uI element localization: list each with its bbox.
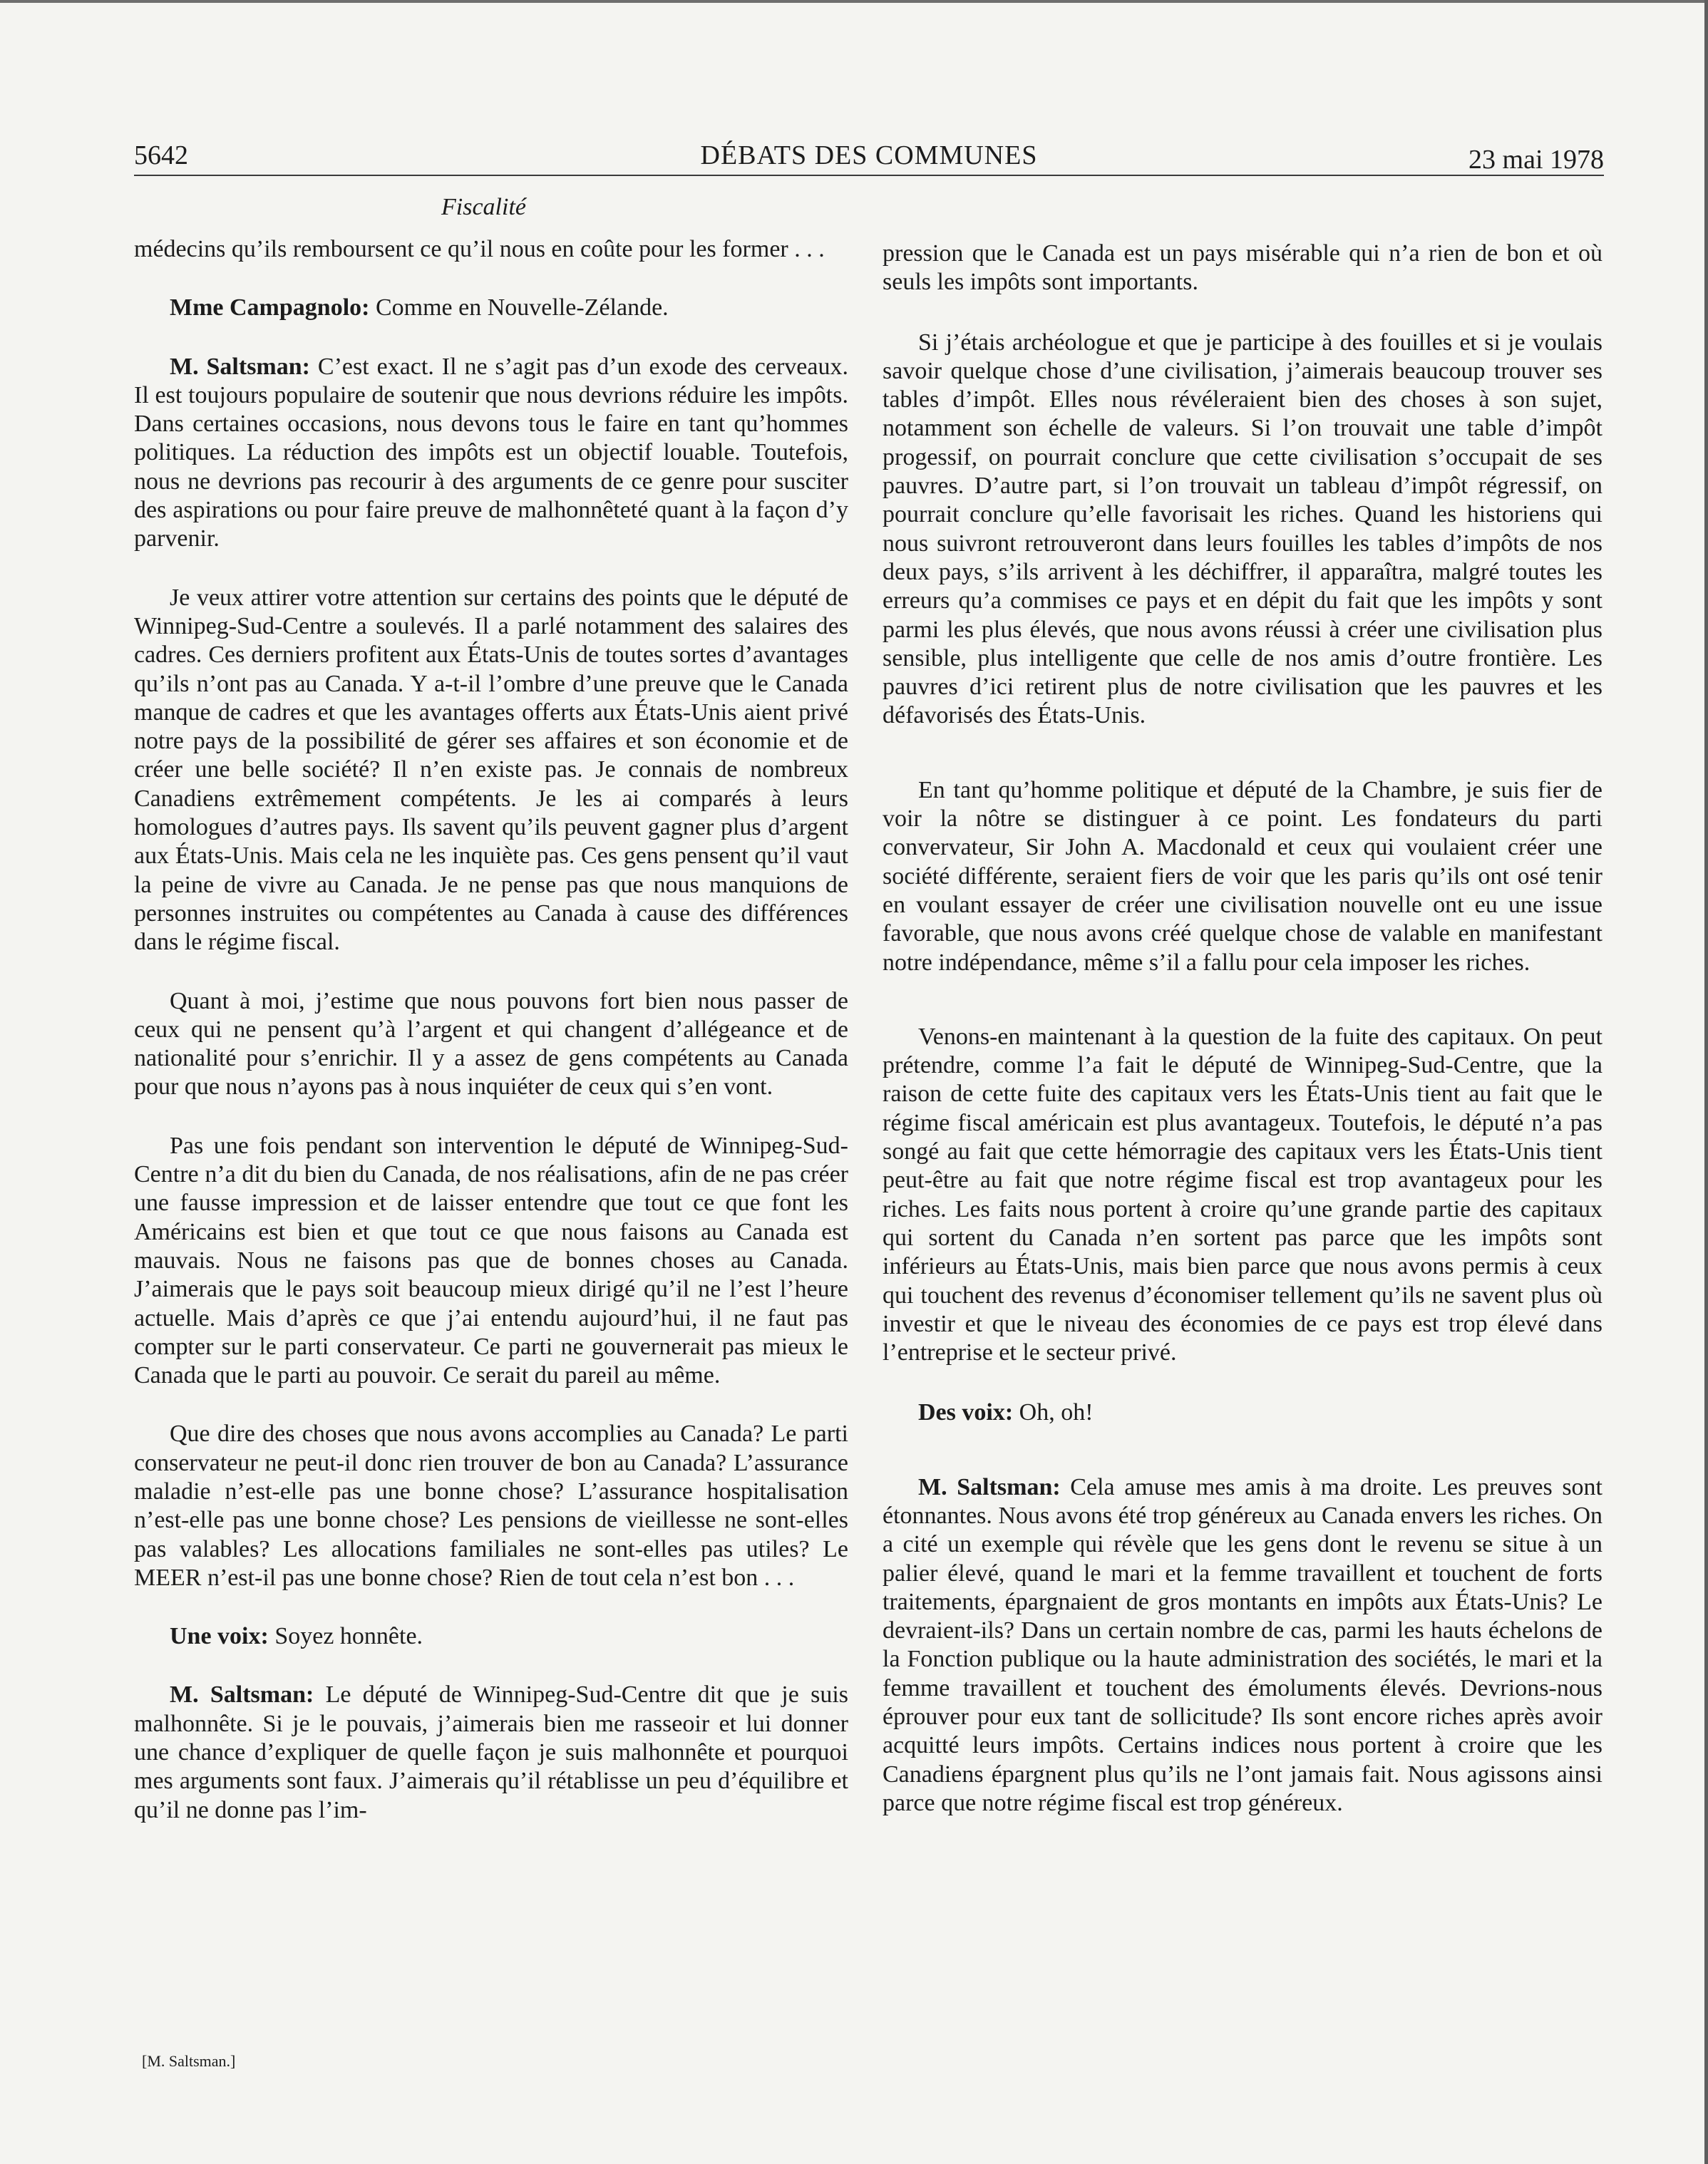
- paragraph: Que dire des choses que nous avons accomplies au Canada? Le parti conservateur ne peut-il donc rien trouver de bon au Canada? L’assurance maladie n’est-elle pas une bonne chose? L’assurance hospitalisation n’est-elle pas une bonne chose? Les pensions de vieillesse ne sont-elles pas valables? Les allocations familiales ne sont-elles pas utiles? Le MEER n’est-il pas une bonne chose? Rien de tout cela n’est bon . . .: [134, 1421, 848, 1591]
- speaker-name: Des voix:: [918, 1399, 1014, 1426]
- speaker-name: M. Saltsman:: [170, 1681, 314, 1709]
- paragraph: Je veux attirer votre attention sur certains des points que le député de Winnipeg-Sud-Centre a soulevés. Il a parlé notamment des salaires des cadres. Ces derniers profitent aux États-Unis de toutes sortes d’avantages qu’ils n’ont pas au Canada. Y a-t-il l’ombre d’une preuve que le Canada manque de cadres et que les avantages offerts aux États-Unis aient privé notre pays de la possibilité de gérer ses affaires et son économie et de créer une belle société? Il n’en existe pas. Je connais de nombreux Canadiens extrêmement compétents. Je les ai comparés à leurs homologues d’autres pays. Ils savent qu’ils peuvent gagner plus d’argent aux États-Unis. Mais cela ne les inquiète pas. Ces gens pensent qu’il vaut la peine de vivre au Canada. Je ne pense pas que nous manquions de personnes instruites ou compétentes au Canada à cause des différences dans le régime fiscal.: [134, 584, 848, 956]
- speaker-name: M. Saltsman:: [918, 1473, 1061, 1500]
- speech-text: Le député de Winnipeg-Sud-Centre dit que je suis malhonnête. Si je le pouvais, j’aimerais bien me rasseoir et lui donner une chance d’expliquer de quelle façon je suis malhonnête et pourquoi mes arguments sont faux. J’aimerais qu’il rétablisse un peu d’équilibre et qu’il ne donne pas l’im-: [134, 1681, 848, 1823]
- page-header: [134, 140, 1604, 177]
- paragraph: [134, 1681, 848, 1824]
- paragraph: Si j’étais archéologue et que je participe à des fouilles et si je voulais savoir quelque chose d’une civilisation, j’aimerais beaucoup trouver ses tables d’impôt. Elles nous révéleraient bien des choses à son sujet, notamment son échelle de valeurs. Si l’on trouvait une table d’impôt progessif, on pourrait conclure que cette civilisation s’occupait de ses pauvres. D’autre part, si l’on trouvait un tableau d’impôt régressif, on pourrait conclure qu’elle favorisait les riches. Quand les historiens qui nous suivront retrouveront dans leurs fouilles les tables d’impôts de nos deux pays, s’ils arrivent à les déchiffrer, il apparaîtra, malgré toutes les erreurs qu’a commises ce pays et en dépit du fait que les impôts y sont parmi les plus élevés, que nous avons réussi à créer une civilisation plus sensible, plus intelligente que celle de nos amis d’outre frontière. Les pauvres d’ici retirent plus de notre civilisation que les pauvres et les défavorisés des États-Unis.: [883, 329, 1602, 729]
- paragraph: [883, 1473, 1602, 1818]
- scan-border-top: [0, 0, 1708, 3]
- paragraph: Quant à moi, j’estime que nous pouvons fort bien nous passer de ceux qui ne pensent qu’à l’argent et qui changent d’allégeance et de nationalité pour s’enrichir. Il y a assez de gens compétents au Canada pour que nous n’ayons pas à nous inquiéter de ceux qui s’en vont.: [134, 987, 848, 1101]
- scan-border-right: [1704, 0, 1708, 2164]
- speech-text: Soyez honnête.: [268, 1623, 423, 1650]
- paragraph: [883, 1398, 1602, 1427]
- paragraph: [134, 1622, 848, 1651]
- paragraph: Pas une fois pendant son intervention le député de Winnipeg-Sud-Centre n’a dit du bien du Canada, de nos réalisations, afin de ne pas créer une fausse impression et de laisser entendre que tout ce que font les Américains est bien et que tout ce que nous faisons au Canada est mauvais. Nous ne faisons pas que de bonnes choses au Canada. J’aimerais que le pays soit beaucoup mieux dirigé qu’il ne l’est l’heure actuelle. Mais d’après ce que j’ai entendu aujourd’hui, il ne faut pas compter sur le parti conservateur. Ce parti ne gouvernerait pas mieux le Canada que le parti au pouvoir. Ce serait du pareil au même.: [134, 1132, 848, 1389]
- page-number: 5642: [134, 140, 188, 170]
- speech-text: Comme en Nouvelle-Zélande.: [369, 294, 669, 321]
- speaker-name: Une voix:: [170, 1623, 269, 1650]
- paragraph: médecins qu’ils remboursent ce qu’il nous en coûte pour les former . . .: [134, 236, 825, 262]
- paragraph: Venons-en maintenant à la question de la fuite des capitaux. On peut prétendre, comme l’a fait le député de Winnipeg-Sud-Centre, que la raison de cette fuite des capitaux vers les États-Unis tient au fait que le régime fiscal américain est plus avantageux. Toutefois, le député n’a pas songé au fait que cette hémorragie des capitaux vers les États-Unis tient peut-être au fait que notre régime fiscal est trop avantageux pour les riches. Les faits nous portent à croire qu’une grande partie des capitaux qui sortent du Canada n’en sortent pas parce que les impôts sont inférieurs au États-Unis, mais bien parce que nous avons permis à ceux qui touchent des revenus d’économiser tellement qu’ils ne savent plus où investir et que le niveau des économies de ce pays est trop élevé dans l’entreprise et le secteur privé.: [883, 1023, 1602, 1366]
- paragraph: [134, 353, 848, 554]
- speech-text: Oh, oh!: [1013, 1399, 1094, 1426]
- speaker-name: M. Saltsman:: [170, 353, 310, 380]
- speech-text: Cela amuse mes amis à ma droite. Les preuves sont étonnantes. Nous avons été trop généreux au Canada envers les riches. On a cité un exemple qui révèle que les gens dont le revenu se situe à un palier élevé, quand le mari et la femme travaillent et touchent de forts traitements, épargnaient de gros montants en impôts aux États-Unis? Le devraient-ils? Dans un certain nombre de cas, parmi les hauts échelons de la Fonction publique ou la haute administration des sociétés, le mari et la femme travaillent et touchent des émoluments élevés. Devrions-nous éprouver pour eux tant de sollicitude? Ils sont encore riches après avoir acquitté leurs impôts. Certains indices nous portent à croire que les Canadiens épargnent plus qu’ils ne l’ont jamais fait. Nous agissons ainsi parce que notre régime fiscal est trop généreux.: [883, 1473, 1602, 1816]
- paragraph: En tant qu’homme politique et député de la Chambre, je suis fier de voir la nôtre se distinguer à ce point. Les fondateurs du parti convervateur, Sir John A. Macdonald et ceux qui voulaient créer une société différente, seraient fiers de voir que les paris qu’ils ont osé tenir en voulant essayer de créer une civilisation nouvelle ont eu une issue favorable, que nous avons créé quelque chose de valable en manifestant notre indépendance, même s’il a fallu pour cela imposer les riches.: [883, 776, 1602, 976]
- paragraph: pression que le Canada est un pays misérable qui n’a rien de bon et où seuls les impôts sont importants.: [883, 240, 1602, 296]
- speaker-note: [M. Saltsman.]: [142, 2052, 236, 2070]
- speaker-name: Mme Campagnolo:: [170, 294, 370, 321]
- page-date: 23 mai 1978: [1468, 145, 1604, 175]
- section-title: Fiscalité: [441, 194, 526, 220]
- journal-title: DÉBATS DES COMMUNES: [700, 140, 1038, 170]
- right-column: [883, 239, 1602, 1818]
- header-rule: [134, 175, 1604, 176]
- left-column: [134, 235, 848, 1825]
- paragraph: [134, 294, 848, 322]
- speech-text: C’est exact. Il ne s’agit pas d’un exode des cerveaux. Il est toujours populaire de soutenir que nous devrions réduire les impôts. Dans certaines occasions, nous devons tous le faire en tant qu’hommes politiques. La réduction des impôts est un objectif louable. Toutefois, nous ne devrions pas recourir à des arguments de ce genre pour susciter des aspirations ou pour faire preuve de malhonnêteté quant à la façon d’y parvenir.: [134, 353, 848, 552]
